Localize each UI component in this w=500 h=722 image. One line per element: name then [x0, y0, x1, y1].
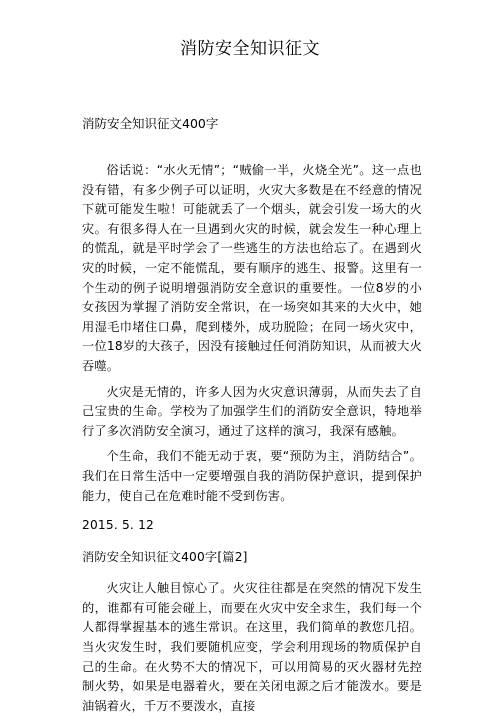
paragraph-2: 火灾是无情的，许多人因为火灾意识薄弱，从而失去了自己宝贵的生命。学校为了加强学生们的消防安全意识，特地举行了多次消防安全演习，通过了这样的演习，我深有感触。: [82, 384, 422, 438]
paragraph-1: 俗话说：“水火无情”；“贼偷一半，火烧全光”。这一点也没有错，有多少例子可以证明，火灾大多数是在不经意的情况下就可能发生啦！可能就丢了一个烟头，就会引发一场大的火灾。有很多得人在一旦遇到火灾的时候，就会发生一种心理上的慌乱，就是平时学会了一些逃生的方法也给忘了。在遇到火灾的时候，一定不能慌乱，要有顺序的逃生、报警。这里有一个生动的例子说明增强消防安全意识的重要性。一位8岁的小女孩因为掌握了消防安全常识，在一场突如其来的大火中，她用湿毛巾堵住口鼻，爬到楼外，成功脱险；在同一场火灾中，一位18岁的大孩子，因没有接触过任何消防知识，从而被大火吞噬。: [82, 163, 422, 373]
paragraph-3: 个生命，我们不能无动于衷，要“预防为主，消防结合”。我们在日常生活中一定要增强自我的消防保护意识，提到保护能力，使自己在危难时能不受到伤害。: [82, 449, 422, 503]
document-subtitle: 消防安全知识征文400字: [82, 116, 219, 131]
document-body: [82, 161, 422, 722]
document-title: 消防安全知识征文: [180, 39, 320, 59]
section-2-paragraph: 火灾让人触目惊心了。火灾往往都是在突然的情况下发生的，谁都有可能会碰上，而要在火灾中安全求生，我们每一个人都得掌握基本的逃生常识。在这里，我们简单的教您几招。当火灾发生时，我们要随机应变，学会利用现场的物质保护自己的生命。在火势不大的情况下，可以用简易的灭火器材先控制火势，如果是电器着火，要在关闭电源之后才能泼水。要是油锅着火，千万不要泼水，直接: [82, 581, 422, 713]
section-2-heading: 消防安全知识征文400字[篇2]: [82, 549, 248, 564]
document-date: 2015. 5. 12: [82, 518, 154, 533]
